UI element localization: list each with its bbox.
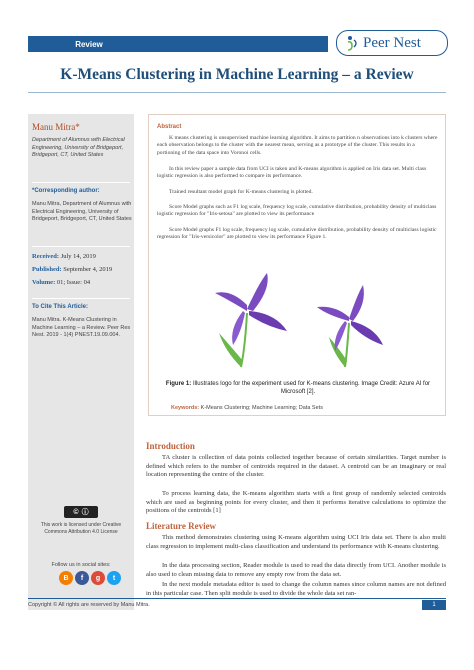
literature-review-heading: Literature Review	[146, 521, 217, 531]
volume-label: Volume:	[32, 279, 56, 286]
iris-flower-figure	[149, 253, 445, 368]
corresponding-heading: *Corresponding author:	[32, 188, 100, 194]
leaf-icon	[345, 35, 359, 51]
section-label: Review	[75, 39, 103, 49]
footer-divider	[28, 598, 446, 599]
copyright-text: Copyright © All rights are reserved by Manu Mitra.	[28, 602, 150, 608]
abstract-paragraph: In this review paper a sample data from UCI is taken and K-means algorithm is applied on Iris data set. Multi class logistic regression is also performed to compare its performance.	[157, 166, 427, 180]
sidebar	[28, 114, 134, 610]
blogger-icon[interactable]: B	[59, 571, 73, 585]
author-name: Manu Mitra*	[32, 122, 80, 132]
published-label: Published:	[32, 266, 62, 273]
sidebar-divider	[32, 298, 130, 299]
twitter-icon[interactable]: t	[107, 571, 121, 585]
abstract-paragraph: Score Model graphs F1 log scale, frequency log scale, cumulative distribution, probability density of multiclass logistic regression for "Iris-versicolor" are plotted to view its performance Figure 1.	[157, 227, 437, 241]
facebook-icon[interactable]: f	[75, 571, 89, 585]
follow-text: Follow us in social sites:	[51, 562, 111, 568]
literature-paragraph: In the data processing section, Reader module is used to read the data directly from UCI. Another module is also used to clean missing data to remove any empty row from the data set.	[146, 562, 446, 578]
intro-paragraph: To process learning data, the K-means algorithm starts with a first group of randomly selected centroids which are used as beginning points for every cluster, and then it performs iterative calculations to optimize the positions of the centroids [1]	[146, 490, 446, 515]
intro-paragraph: TA cluster is collection of data points collected together because of certain similarities. Target number is defined which refers to the number of centroids required in the dataset. A centroid can be an imaginary or real location representing the centre of the cluster.	[146, 454, 446, 479]
creative-commons-icon: ©	[73, 508, 79, 516]
sidebar-divider	[32, 246, 130, 247]
by-icon: ⓘ	[81, 509, 89, 516]
introduction-heading: Introduction	[146, 441, 195, 451]
literature-paragraph: This method demonstrates clustering using K-means algorithm using UCI Iris data set. There is also multi class regression to implement multi-class classification and understand its performance with K-means clustering.	[146, 534, 446, 550]
corresponding-text: Manu Mitra, Department of Alumnus with Electrical Engineering, University of Bridgeport, Bridgeport, CT, United States	[32, 201, 132, 222]
caption-label: Figure 1:	[165, 381, 192, 387]
abstract-paragraph: Score Model graphs such as F1 log scale, frequency log scale, cumulative distribution, probability density of multiclass logistic regression for "Iris-setosa" are plotted to view its performance	[157, 204, 437, 218]
cc-license-badge[interactable]	[64, 506, 98, 518]
abstract-paragraph: K means clustering is unsupervised machine learning algorithm. It aims to partition n observations into k clusters where each observation belongs to the cluster with the nearest mean, serving as a prototype of the cluster. This results in a portioning of the data space into Voronoi cells.	[157, 135, 438, 156]
literature-paragraph: In the next module metadata editor is used to change the column names since column names are not defined in this particular case. Then split module is used to divide the whole data set ran-	[146, 581, 446, 597]
logo-text: Peer Nest	[363, 34, 421, 51]
keywords-text: K-Means Clustering; Machine Learning; Data Sets	[200, 405, 323, 411]
cite-heading: To Cite This Article:	[32, 304, 89, 310]
article-dates	[32, 250, 132, 289]
abstract-box	[148, 114, 446, 416]
published-value: September 4, 2019	[63, 266, 113, 273]
journal-logo[interactable]	[336, 30, 448, 56]
keywords-label: Keywords:	[171, 405, 200, 411]
volume-value: 01; Issue: 04	[56, 279, 91, 286]
keywords	[171, 405, 323, 411]
google-plus-icon[interactable]: g	[91, 571, 105, 585]
received-label: Received:	[32, 253, 60, 260]
paper-title: K-Means Clustering in Machine Learning – a Review	[60, 66, 414, 83]
received-value: July 14, 2019	[60, 253, 96, 260]
license-text: This work is licensed under Creative Commons Attribution 4.0 License	[40, 522, 122, 535]
page-number: 1	[422, 600, 446, 610]
caption-text: Illustrates logo for the experiment used for K-means clustering. Image Credit: Azure AI for Microsoft [2].	[192, 381, 431, 395]
header-band	[28, 36, 328, 52]
figure-caption	[159, 380, 437, 396]
abstract-paragraph: Trained resultant model graph for K-means clustering is plotted.	[169, 189, 313, 195]
cite-text: Manu Mitra. K-Means Clustering in Machine Learning – a Review. Peer Res Nest. 2019 - 1(4) PNEST.19.09.004.	[32, 317, 131, 338]
title-divider	[28, 92, 446, 93]
sidebar-divider	[32, 182, 130, 183]
abstract-heading: Abstract	[157, 124, 182, 130]
author-affiliation: Department of Alumnus with Electrical Engineering, University of Bridgeport, Bridgeport, CT, United States	[32, 137, 125, 158]
